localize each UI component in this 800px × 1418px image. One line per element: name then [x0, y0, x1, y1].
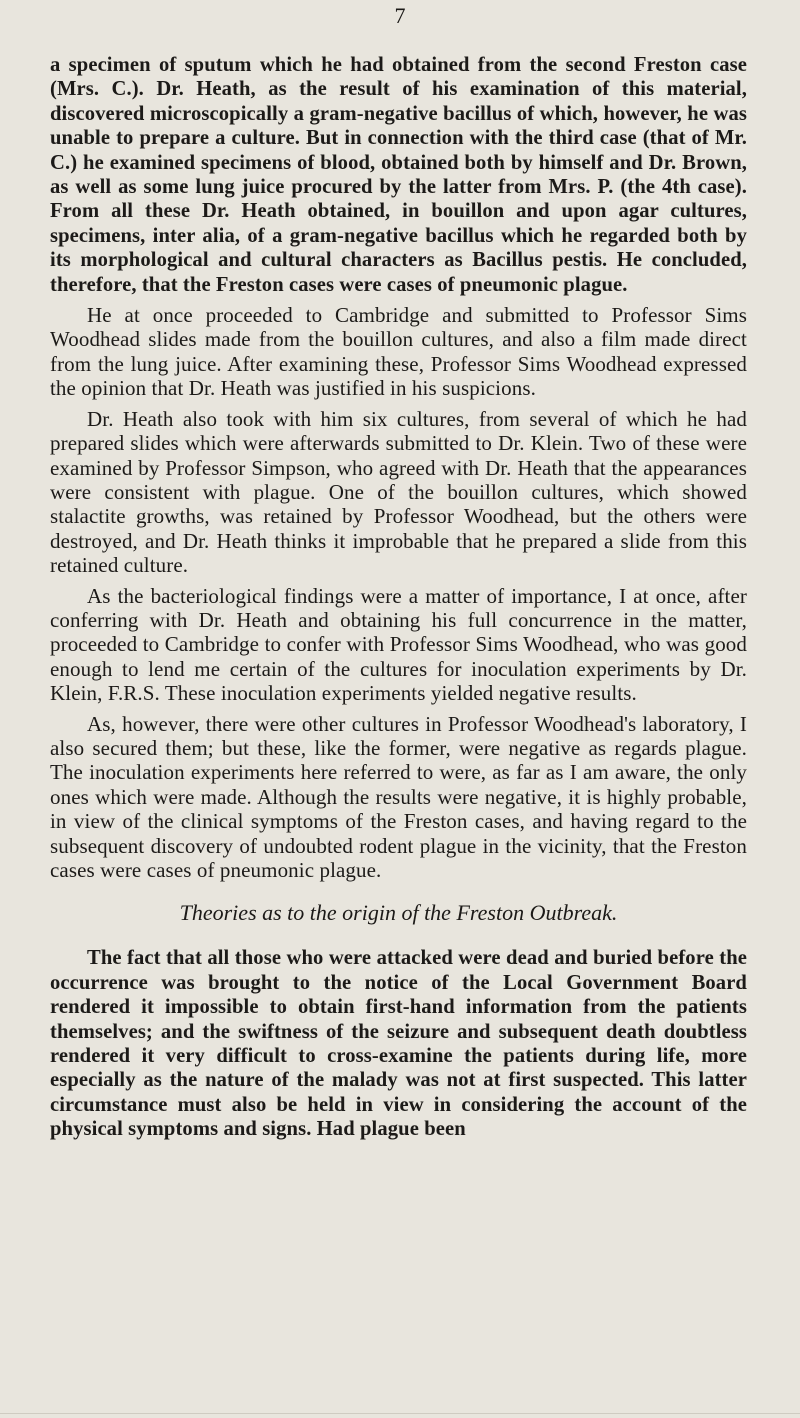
section-paragraph-1: The fact that all those who were attacked were dead and buried before the occurrence was brought to the notice of the Local Government Board rendered it impossible to obtain first-hand information from the patients themselves; and the swiftness of the seizure and subsequent death doubtless rendered it very difficult to cross-examine the patients during life, more especially as the nature of the malady was not at first suspected. This latter circumstance must also be held in view in considering the account of the physical symptoms and signs. Had plague been: [50, 947, 747, 1141]
page-number: 7: [394, 3, 406, 28]
page-bottom-edge: [0, 1413, 800, 1414]
section-heading: Theories as to the origin of the Freston Outbreak.: [179, 900, 618, 926]
paragraph-3: Dr. Heath also took with him six cultures, from several of which he had prepared slides which were afterwards submitted to Dr. Klein. Two of these were examined by Professor Simpson, who agreed with Dr. Heath that the appearances were consistent with plague. One of the bouillon cultures, which showed stalactite growths, was retained by Professor Woodhead, but the others were destroyed, and Dr. Heath thinks it improbable that he prepared a slide from this retained culture.: [50, 406, 747, 578]
paragraph-2: He at once proceeded to Cambridge and submitted to Professor Sims Woodhead slides made from the bouillon cultures, and also a film made direct from the lung juice. After examining these, Professor Sims Woodhead expressed the opinion that Dr. Heath was justified in his suspicions.: [50, 303, 747, 401]
paragraph-5: As, however, there were other cultures in Professor Woodhead's laboratory, I also secured them; but these, like the former, were negative as regards plague. The inoculation experiments here referred to were, as far as I am aware, the only ones which were made. Although the results were negative, it is highly probable, in view of the clinical symptoms of the Freston cases, and having regard to the subsequent discovery of undoubted rodent plague in the vicinity, that the Freston cases were cases of pneumonic plague.: [50, 711, 747, 882]
paragraph-4: As the bacteriological findings were a matter of importance, I at once, after conferring with Dr. Heath and obtaining his full concurrence in the matter, proceeded to Cambridge to confer with Professor Sims Woodhead, who was good enough to lend me certain of the cultures for inoculation experiments by Dr. Klein, F.R.S. These inoculation experiments yielded negative results.: [50, 583, 747, 706]
paragraph-1: a specimen of sputum which he had obtained from the second Freston case (Mrs. C.). Dr. Heath, as the result of his examination of this material, discovered microscopically a gram-negative bacillus of which, however, he was unable to prepare a culture. But in connection with the third case (that of Mr. C.) he examined specimens of blood, obtained both by himself and Dr. Brown, as well as some lung juice procured by the latter from Mrs. P. (the 4th case). From all these Dr. Heath obtained, in bouillon and upon agar cultures, specimens, inter alia, of a gram-negative bacillus which he regarded both by its morphological and cultural characters as Bacillus pestis. He concluded, therefore, that the Freston cases were cases of pneumonic plague.: [50, 54, 747, 296]
body-text: [50, 53, 747, 1142]
